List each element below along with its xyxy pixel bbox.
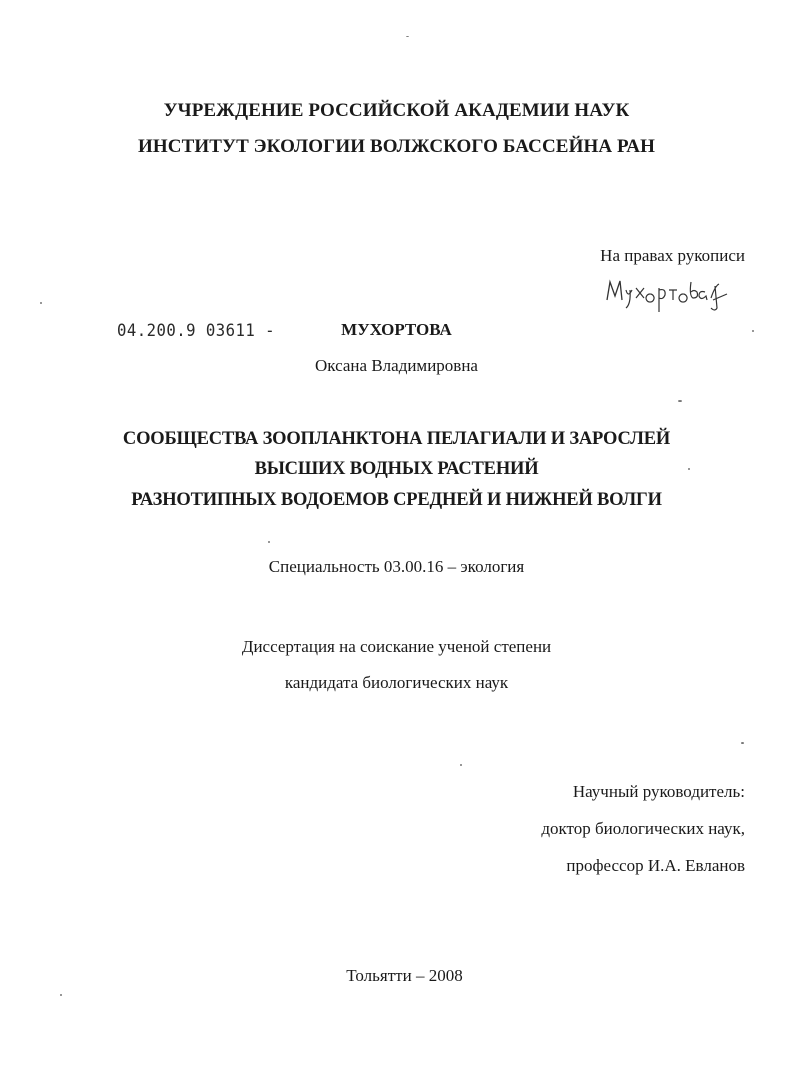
handwritten-signature xyxy=(603,276,728,316)
author-surname: МУХОРТОВА xyxy=(341,320,452,339)
institution-line-1: УЧРЕЖДЕНИЕ РОССИЙСКОЙ АКАДЕМИИ НАУК xyxy=(163,100,630,121)
scan-speck xyxy=(60,994,62,996)
supervisor-degree: доктор биологических наук, xyxy=(541,819,745,838)
scan-speck xyxy=(268,541,270,543)
degree-line-1: Диссертация на соискание ученой степени xyxy=(241,637,552,656)
scan-speck xyxy=(678,400,682,402)
scan-speck xyxy=(752,330,754,332)
scan-speck xyxy=(688,468,690,470)
supervisor-name: профессор И.А. Евланов xyxy=(566,856,745,875)
institution-line-2: ИНСТИТУТ ЭКОЛОГИИ ВОЛЖСКОГО БАССЕЙНА РАН xyxy=(138,136,655,157)
thesis-title-line-3: РАЗНОТИПНЫХ ВОДОЕМОВ СРЕДНЕЙ И НИЖНЕЙ ВОЛГИ xyxy=(131,490,662,510)
degree-line-2: кандидата биологических наук xyxy=(284,673,509,692)
manuscript-note: На правах рукописи xyxy=(600,246,745,265)
scan-speck xyxy=(741,742,744,744)
thesis-title-line-2: ВЫСШИХ ВОДНЫХ РАСТЕНИЙ xyxy=(254,459,539,479)
scan-speck xyxy=(406,36,409,37)
thesis-title-line-1: СООБЩЕСТВА ЗООПЛАНКТОНА ПЕЛАГИАЛИ И ЗАРОСЛЕЙ xyxy=(122,429,671,449)
specialty: Специальность 03.00.16 – экология xyxy=(268,557,525,576)
place-and-year: Тольятти – 2008 xyxy=(346,966,463,985)
registration-number: 04.200.9 03611 - xyxy=(117,321,276,341)
supervisor-label: Научный руководитель: xyxy=(572,782,745,801)
scan-speck xyxy=(40,302,42,304)
scan-speck xyxy=(460,764,462,766)
author-given-names: Оксана Владимировна xyxy=(315,356,478,375)
